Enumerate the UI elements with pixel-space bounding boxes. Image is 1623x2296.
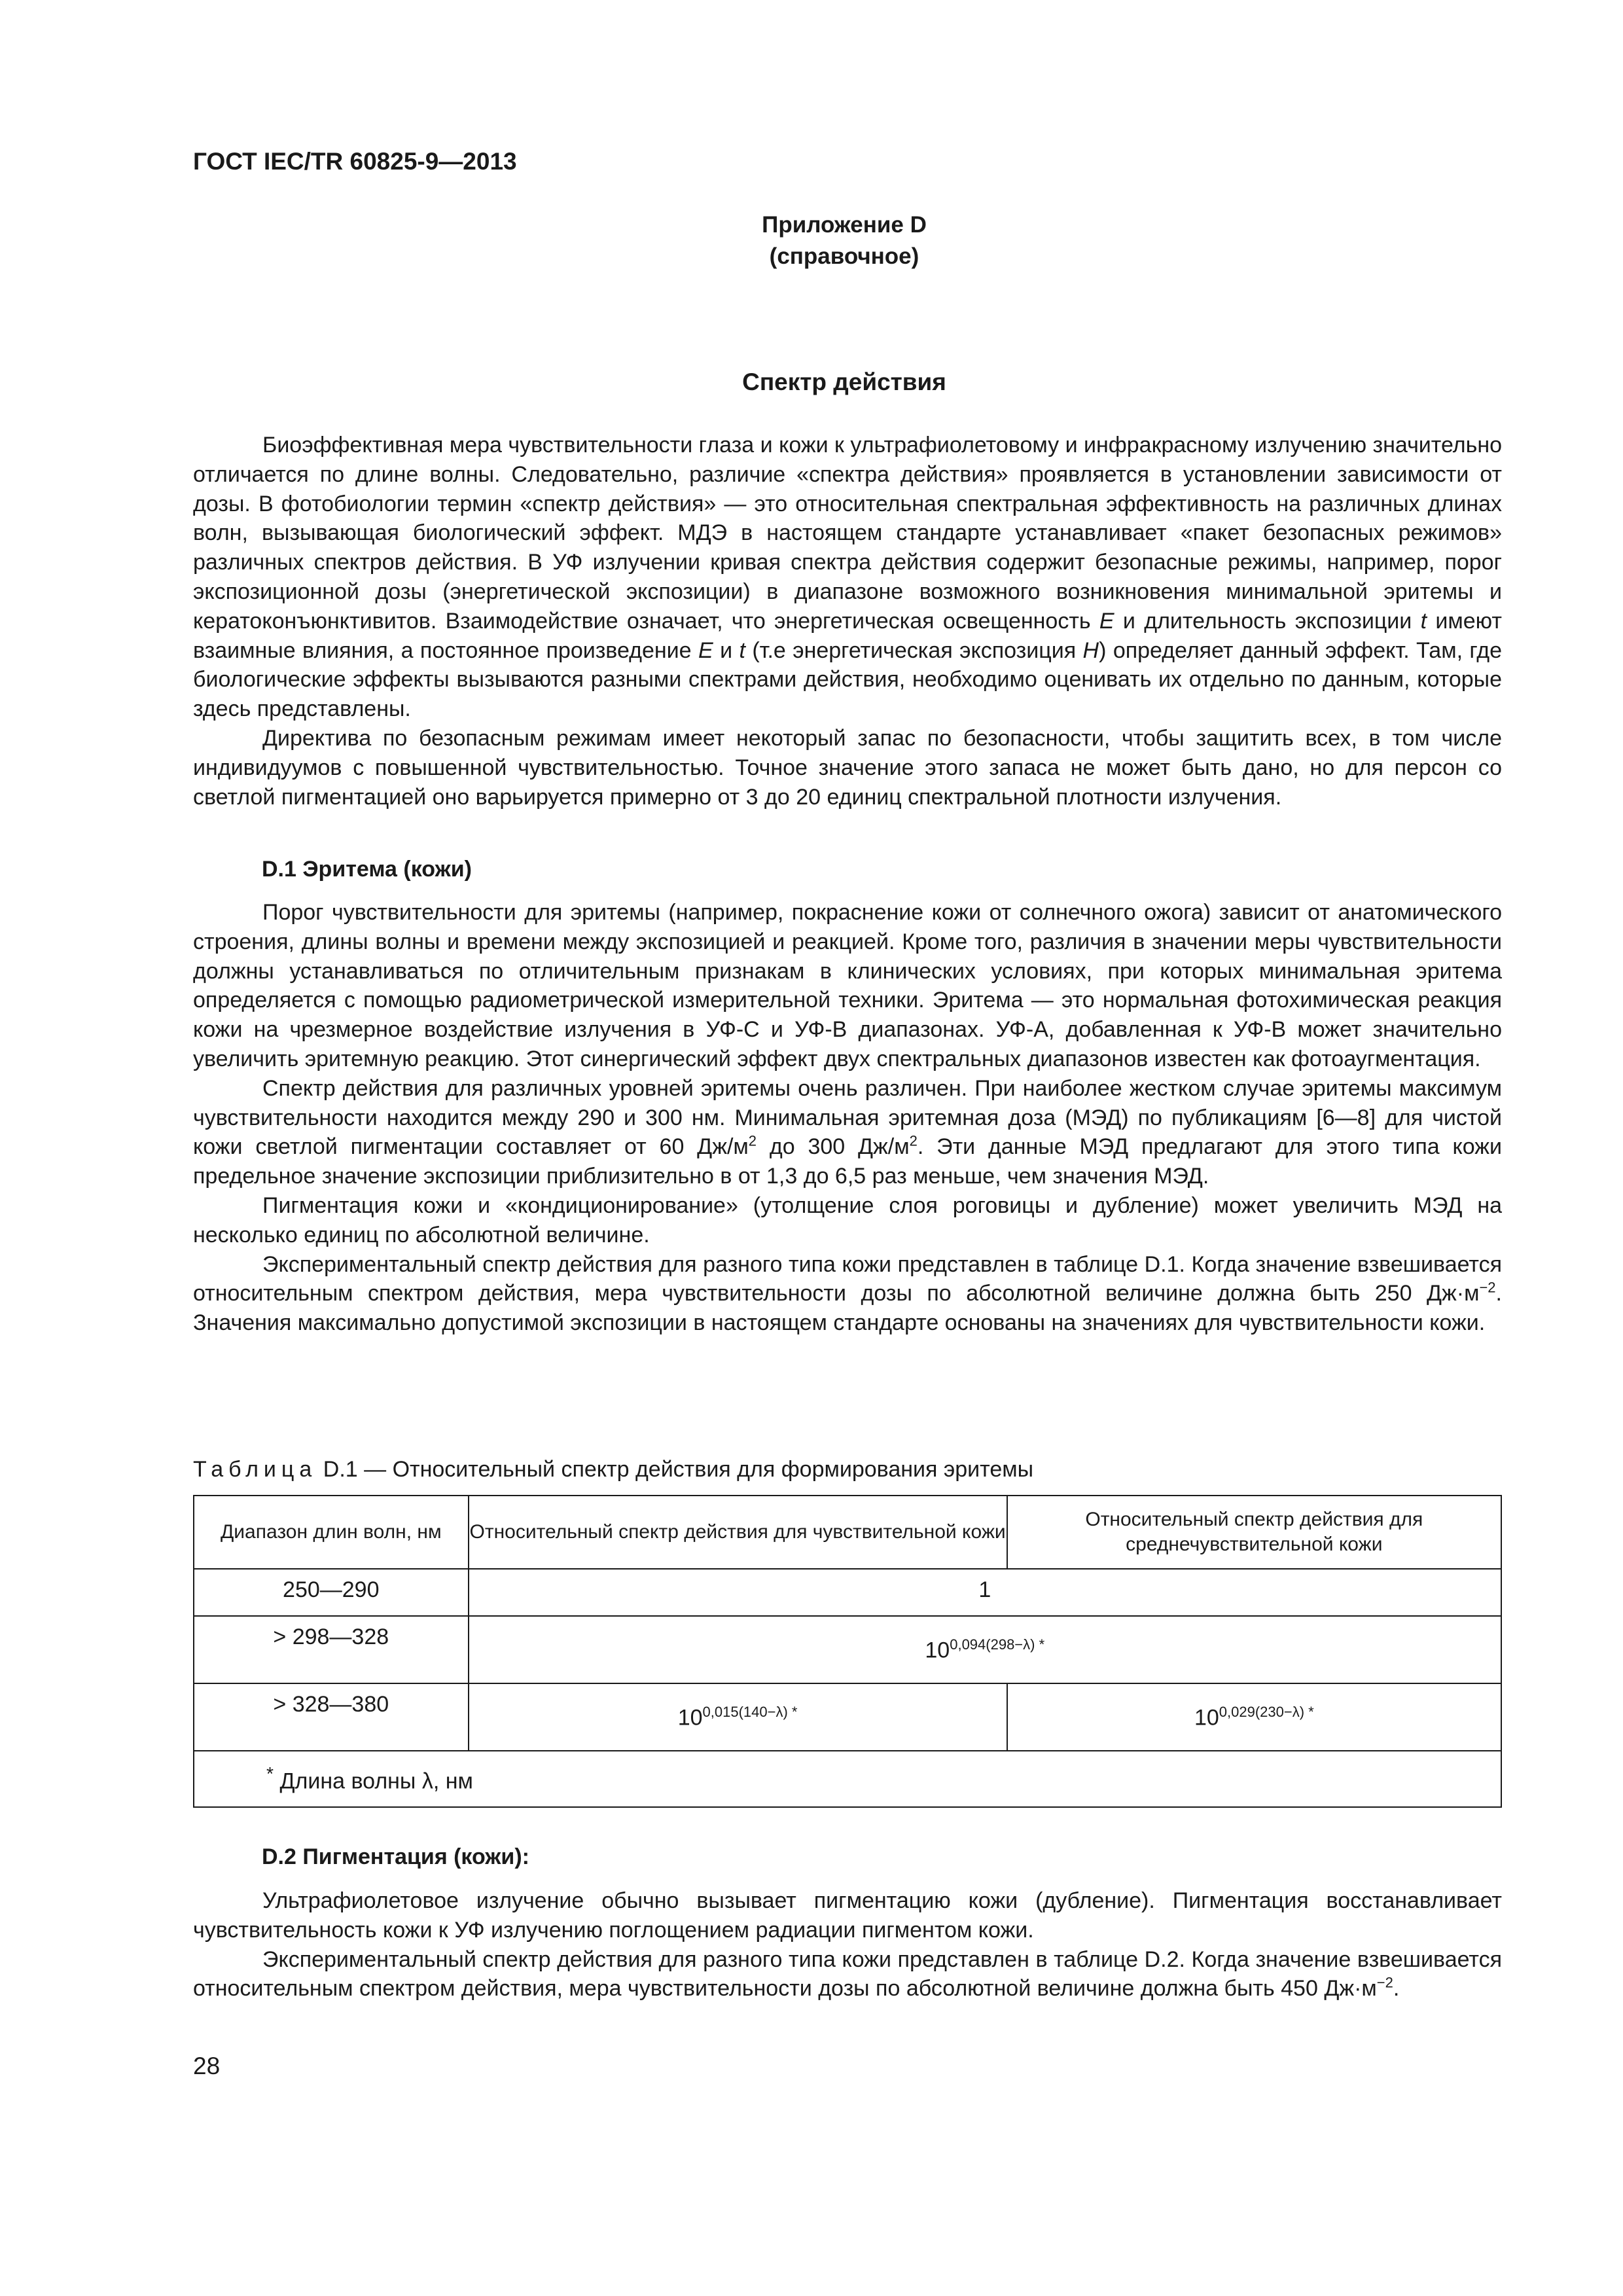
action-spectrum-formula: $10^{0,094(298-\lambda) *}$ (469, 1616, 1501, 1683)
action-spectrum-formula-sensitive: $10^{0,015(140-\lambda) *}$ (469, 1683, 1007, 1751)
d1-paragraph-1: Порог чувствительности для эритемы (например, покраснение кожи от солнечного ожога) зависит от анатомического строения, длины волны и времени между экспозицией и реакцией. Кроме того, различия в значении меры чувствительности должны устанавливаться по отличительным признакам в клинических условиях, при которых минимальная эритема определяется с помощью радиометрической измерительной техники. Эритема — это нормальная фотохимическая реакция кожи на чрезмерное воздействие излучения в УФ-С и УФ-В диапазонах. УФ-А, добавленная к УФ-В может значительно увеличить эритемную реакцию. Этот синергический эффект двух спектральных диапазонов известен как фотоаугментация. (193, 900, 1502, 1071)
section-d1-heading: D.1 Эритема (кожи) (262, 857, 472, 882)
table-footnote-row (194, 1751, 1501, 1807)
main-title: Спектр действия (742, 368, 946, 395)
d1-paragraph-3: Пигментация кожи и «кондиционирование» (утолщение слоя роговицы и дубление) может увеличить МЭД на несколько единиц по абсолютной величине. (193, 1193, 1502, 1247)
table-row (194, 1616, 1501, 1683)
table-header-row (194, 1496, 1501, 1569)
d1-paragraph-2: Спектр действия для различных уровней эритемы очень различен. При наиболее жестком случае эритемы максимум чувствительности находится между 290 и 300 нм. Минимальная эритемная доза (МЭД) по публикациям [6—8] для чистой кожи светлой пигментации составляет от 60 $Дж/м^2$ до 300 $Дж/м^2$. Эти данные МЭД предлагают для этого типа кожи предельное значение экспозиции приблизительно в от 1,3 до 6,5 раз меньше, чем значения МЭД. (193, 1075, 1503, 1189)
intro-paragraph-1: Биоэффективная мера чувствительности глаза и кожи к ультрафиолетовому и инфракрасному излучению значительно отличается по длине волны. Следовательно, различие «спектра действия» проявляется в установлении зависимости от дозы. В фотобиологии термин «спектр действия» — это относительная спектральная эффективность на различных длинах волн, вызывающая биологический эффект. МДЭ в настоящем стандарте устанавливает «пакет безопасных режимов» различных спектров действия. В УФ излучении кривая спектра действия содержит безопасные режимы, например, порог экспозиционной дозы (энергетической экспозиции) в диапазоне возможного возникновения минимальной эритемы и кератоконъюнктивитов. Взаимодействие означает, что энергетическая освещенность E и длительность экспозиции t имеют взаимные влияния, а постоянное произведение E и t (т.е энергетическая экспозиция H) определяет данный эффект. Там, где биологические эффекты вызываются разными спектрами действия, необходимо оценивать их отдельно по данным, которые здесь представлены. (193, 433, 1503, 722)
intro-paragraph-2: Директива по безопасным режимам имеет некоторый запас по безопасности, чтобы защитить всех, в том числе индивидуумов с повышенной чувствительностью. Точное значение этого запаса не может быть дано, но для персон со светлой пигментацией оно варьируется примерно от 3 до 20 единиц спектральной плотности излучения. (193, 725, 1502, 810)
intro-block (193, 431, 1502, 812)
wavelength-range-cell: > 328—380 (194, 1683, 469, 1751)
table-row (194, 1569, 1501, 1616)
table-header-cell: Диапазон длин волн, нм (194, 1496, 469, 1569)
document-header: ГОСТ IEC/TR 60825-9—2013 (193, 148, 517, 175)
wavelength-range-cell: > 298—328 (194, 1616, 469, 1683)
d2-paragraph-1: Ультрафиолетовое излучение обычно вызывает пигментацию кожи (дубление). Пигментация восстанавливает чувствительность кожи к УФ излучению поглощением радиации пигментом кожи. (193, 1888, 1502, 1943)
section-d1-block (193, 898, 1502, 1338)
appendix-heading (0, 209, 1623, 272)
table-header-cell: Относительный спектр действия для среднечувствительной кожи (1007, 1496, 1501, 1569)
wavelength-range-cell: 250—290 (194, 1569, 469, 1616)
table-d1 (193, 1495, 1502, 1808)
section-d2-block (193, 1886, 1502, 2003)
section-d2-heading: D.2 Пигментация (кожи): (262, 1844, 529, 1869)
page-number: 28 (193, 2053, 221, 2079)
action-spectrum-formula-medium: $10^{0,029(230-\lambda) *}$ (1007, 1683, 1501, 1751)
table-d1-caption: Таблица D.1 — Относительный спектр действия для формирования эритемы (193, 1457, 1034, 1482)
d2-paragraph-2: Экспериментальный спектр действия для разного типа кожи представлен в таблице D.2. Когда значение взвешивается относительным спектром действия, мера чувствительности дозы по абсолютной величине должна быть 450 $Дж\cdot м^{-2}$. (193, 1946, 1502, 2001)
table-header-cell: Относительный спектр действия для чувствительной кожи (469, 1496, 1007, 1569)
table-footnote: * Длина волны λ, нм (194, 1751, 1501, 1807)
action-spectrum-cell: 1 (469, 1569, 1501, 1616)
table-row (194, 1683, 1501, 1751)
d1-paragraph-4: Экспериментальный спектр действия для разного типа кожи представлен в таблице D.1. Когда значение взвешивается относительным спектром действия, мера чувствительности дозы по абсолютной величине должна быть 250 $Дж\cdot м^{-2}$. Значения максимально допустимой экспозиции в настоящем стандарте основаны на значениях для чувствительности кожи. (193, 1251, 1502, 1336)
appendix-subtitle: (справочное) (769, 243, 919, 269)
appendix-title: Приложение D (762, 212, 927, 238)
